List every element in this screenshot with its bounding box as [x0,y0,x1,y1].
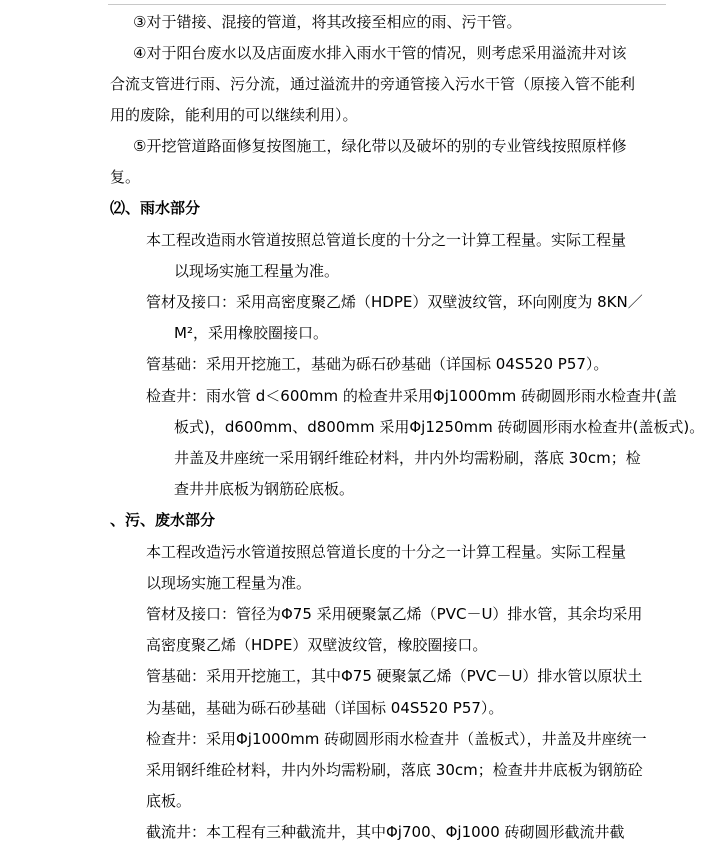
section-heading-sewage: 、污、废水部分 [110,511,216,529]
paragraph-line: 用的废除，能利用的可以继续利用）。 [110,106,358,124]
paragraph-line: 本工程改造雨水管道按照总管道长度的十分之一计算工程量。实际工程量 [146,231,627,249]
paragraph-line: 查井井底板为钢筋砼底板。 [174,480,355,498]
paragraph-line: 以现场实施工程量为准。 [174,262,340,280]
paragraph-line: 管材及接口：管径为Φ75 采用硬聚氯乙烯（PVC－U）排水管，其余均采用 [146,605,643,623]
page-top-rule [108,4,666,5]
paragraph-line: ⑤开挖管道路面修复按图施工，绿化带以及破坏的别的专业管线按照原样修 [133,137,627,155]
paragraph-line: 复。 [110,168,141,186]
paragraph-line: 合流支管进行雨、污分流，通过溢流井的旁通管接入污水干管（原接入管不能利 [110,75,636,93]
paragraph-line: 底板。 [146,792,192,810]
paragraph-line: ④对于阳台废水以及店面废水排入雨水干管的情况，则考虑采用溢流井对该 [133,44,627,62]
section-heading-rainwater: ⑵、雨水部分 [110,199,201,217]
paragraph-line: ③对于错接、混接的管道，将其改接至相应的雨、污干管。 [133,13,522,31]
paragraph-line: 截流井：本工程有三种截流井，其中Φj700、Φj1000 砖砌圆形截流井截 [146,823,625,841]
paragraph-line: 检查井：雨水管 d＜600mm 的检查井采用Φj1000mm 砖砌圆形雨水检查井(盖 [146,387,677,405]
paragraph-line: 为基础，基础为砾石砂基础（详国标 04S520 P57）。 [146,699,504,717]
paragraph-line: 板式)，d600mm、d800mm 采用Φj1250mm 砖砌圆形雨水检查井(盖板式)。 [174,418,705,436]
paragraph-line: 检查井：采用Φj1000mm 砖砌圆形雨水检查井（盖板式），井盖及井座统一 [146,730,647,748]
paragraph-line: 高密度聚乙烯（HDPE）双壁波纹管，橡胶圈接口。 [146,636,488,654]
paragraph-line: 管基础：采用开挖施工，其中Φ75 硬聚氯乙烯（PVC－U）排水管以原状土 [146,667,643,685]
paragraph-line: 本工程改造污水管道按照总管道长度的十分之一计算工程量。实际工程量 [146,543,627,561]
paragraph-line: M²，采用橡胶圈接口。 [174,324,328,342]
paragraph-line: 采用钢纤维砼材料，井内外均需粉刷，落底 30cm；检查井井底板为钢筋砼 [146,761,643,779]
paragraph-line: 管基础：采用开挖施工，基础为砾石砂基础（详国标 04S520 P57）。 [146,355,609,373]
paragraph-line: 井盖及井座统一采用钢纤维砼材料，井内外均需粉刷，落底 30cm；检 [174,449,641,467]
paragraph-line: 管材及接口：采用高密度聚乙烯（HDPE）双壁波纹管，环向刚度为 8KN／ [146,293,643,311]
paragraph-line: 以现场实施工程量为准。 [146,574,312,592]
